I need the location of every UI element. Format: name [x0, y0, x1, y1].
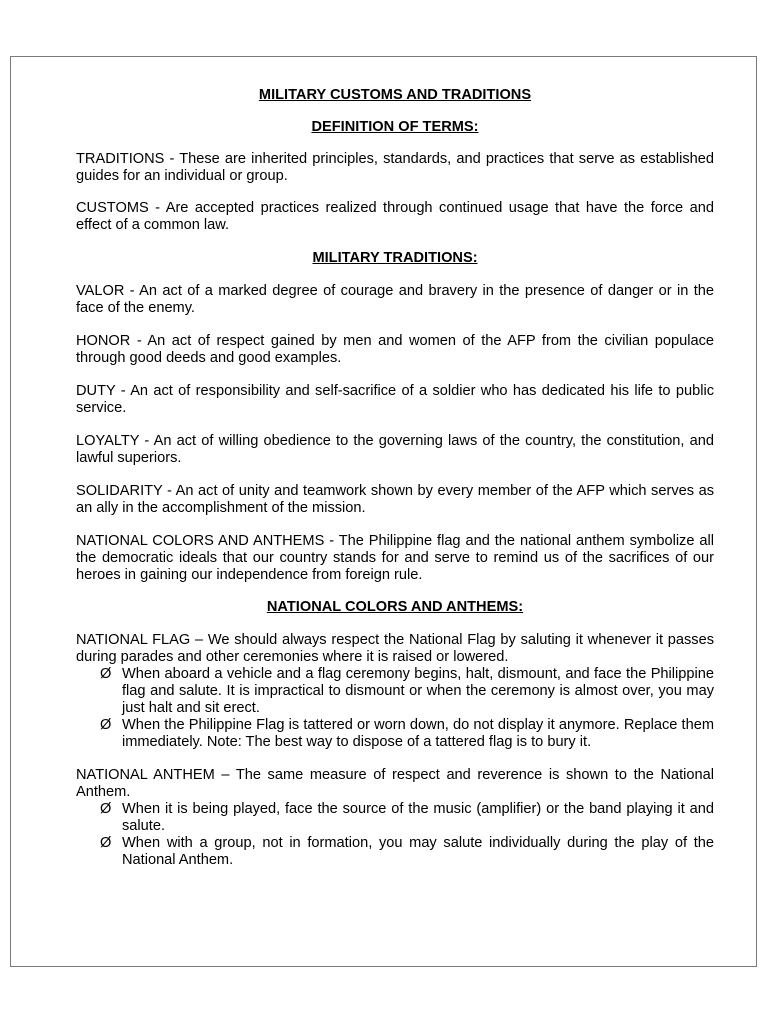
list-item [76, 666, 714, 717]
colors-heading: NATIONAL COLORS AND ANTHEMS: [266, 599, 524, 615]
bullet-icon: Ø [100, 835, 112, 851]
tradition-solidarity: SOLIDARITY - An act of unity and teamwork shown by every member of the AFP which serves as an ally in the accomplishment of the mission. [76, 483, 714, 516]
tradition-national-colors: NATIONAL COLORS AND ANTHEMS - The Philippine flag and the national anthem symbolize all the democratic ideals that our country stands for and serve to remind us of the sacrifices of our heroes in gaining our independence from foreign rule. [76, 533, 714, 583]
bullet-icon: Ø [100, 717, 112, 733]
list-item [76, 717, 714, 751]
tradition-loyalty: LOYALTY - An act of willing obedience to the governing laws of the country, the constitution, and lawful superiors. [76, 433, 714, 466]
list-item [76, 835, 714, 869]
flag-intro: NATIONAL FLAG – We should always respect the National Flag by saluting it whenever it passes during parades and other ceremonies where it is raised or lowered. [76, 632, 714, 665]
list-item-text: When it is being played, face the source of the music (amplifier) or the band playing it and salute. [122, 801, 714, 834]
list-item-text: When aboard a vehicle and a flag ceremony begins, halt, dismount, and face the Philippine flag and salute. It is impractical to dismount or when the ceremony is almost over, you may just halt and sit erect. [122, 666, 714, 716]
list-item-text: When the Philippine Flag is tattered or worn down, do not display it anymore. Replace them immediately. Note: The best way to dispose of a tattered flag is to bury it. [122, 717, 714, 750]
anthem-bullets [76, 801, 714, 869]
document-page [10, 56, 757, 967]
list-item-text: When with a group, not in formation, you may salute individually during the play of the National Anthem. [122, 835, 714, 868]
tradition-honor: HONOR - An act of respect gained by men and women of the AFP from the civilian populace through good deeds and good examples. [76, 333, 714, 366]
definition-traditions: TRADITIONS - These are inherited principles, standards, and practices that serve as established guides for an individual or group. [76, 151, 714, 184]
definition-heading: DEFINITION OF TERMS: [311, 119, 479, 135]
tradition-duty: DUTY - An act of responsibility and self-sacrifice of a soldier who has dedicated his life to public service. [76, 383, 714, 416]
list-item [76, 801, 714, 835]
traditions-heading: MILITARY TRADITIONS: [312, 250, 478, 266]
bullet-icon: Ø [100, 801, 112, 817]
tradition-valor: VALOR - An act of a marked degree of courage and bravery in the presence of danger or in the face of the enemy. [76, 283, 714, 316]
flag-bullets [76, 666, 714, 751]
document-title: MILITARY CUSTOMS AND TRADITIONS [258, 87, 532, 103]
bullet-icon: Ø [100, 666, 112, 682]
document-body [76, 87, 714, 869]
definition-customs: CUSTOMS - Are accepted practices realized through continued usage that have the force and effect of a common law. [76, 200, 714, 233]
anthem-intro: NATIONAL ANTHEM – The same measure of respect and reverence is shown to the National Anthem. [76, 767, 714, 800]
